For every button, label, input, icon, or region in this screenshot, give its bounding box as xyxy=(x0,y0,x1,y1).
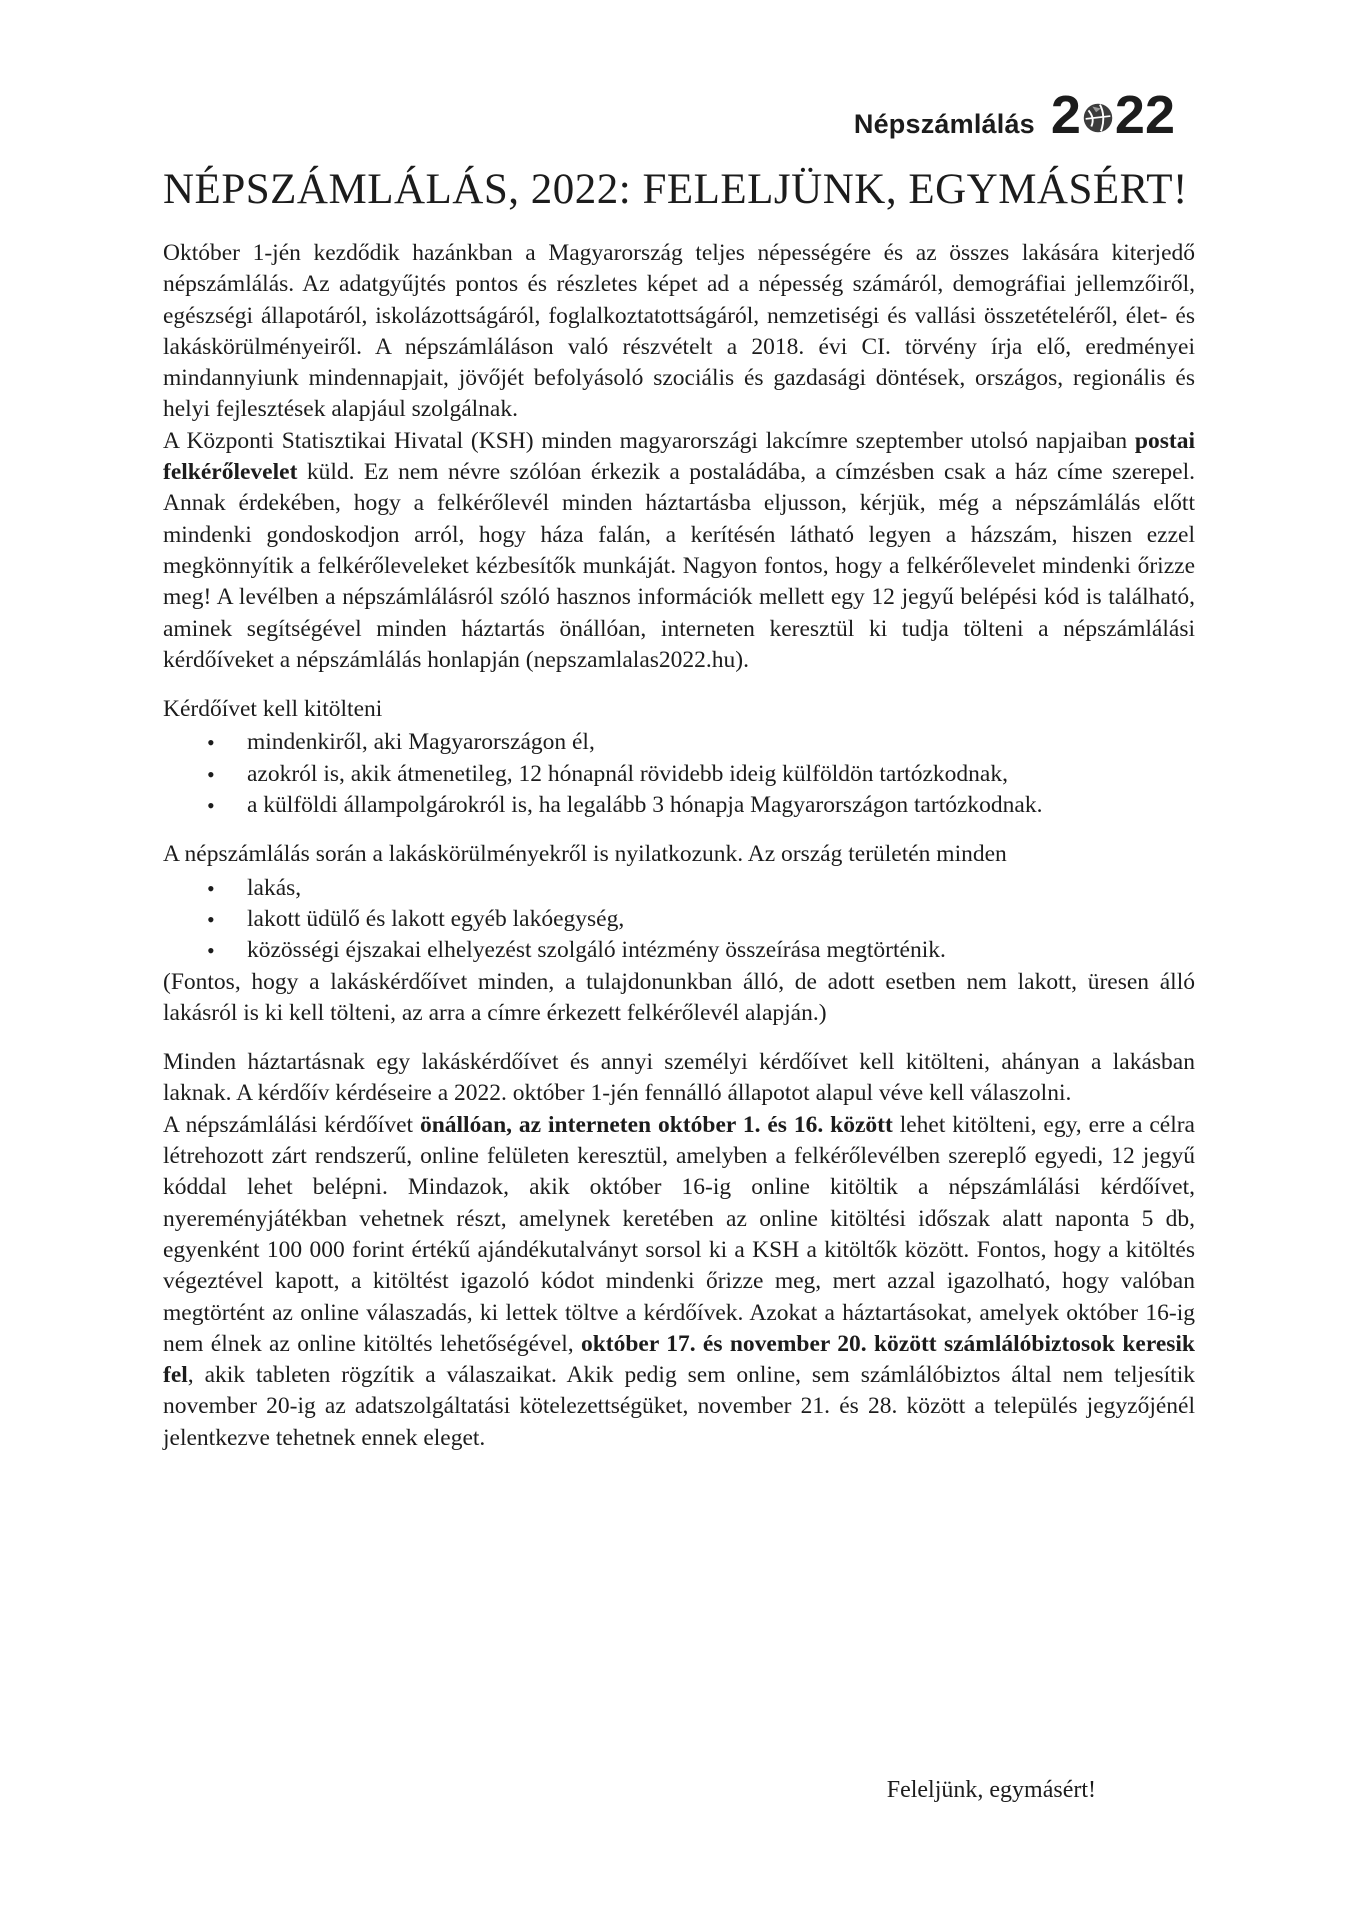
globe-icon xyxy=(1079,97,1117,137)
intro-paragraph: Október 1-jén kezdődik hazánkban a Magyarország teljes népességére és az összes lakására kiterjedő népszámlálás. Az adatgyűjtés pontos és részletes képet ad a népesség számáról, demográfiai jellemzőiről, egészségi állapotáról, iskolázottságáról, foglalkoztatottságáról, nemzetiségi és vallási összetételéről, élet- és lakáskörülményeiről. A népszámláláson való részvételt a 2018. évi CI. törvény írja elő, eredményei mindannyiunk mindennapjait, jövőjét befolyásoló szociális és gazdasági döntések, országos, regionális és helyi fejlesztések alapjául szolgálnak. xyxy=(163,240,1195,423)
list-item: • azokról is, akik átmenetileg, 12 hónapnál rövidebb ideig külföldön tartózkodnak, xyxy=(163,759,1195,790)
invitation-text-2: küld. Ez nem névre szólóan érkezik a postaládába, a címzésben csak a ház címe szerepel. Annak érdekében, hogy a felkérőlevél minden háztartásba eljusson, kérjük, még a népszámlálás előtt mindenki gondoskodjon arról, hogy háza falán, a kerítésén látható legyen a házszám, hiszen ezzel megkönnyítik a felkérőleveleket kézbesítők munkáját. Nagyon fontos, hogy a felkérőlevelet mindenki őrizze meg! A levélben a népszámlálásról szóló hasznos információk mellett egy 12 jegyű belépési kód is található, aminek segítségével minden háztartás önállóan, interneten keresztül ki tudja tölteni a népszámlálási kérdőíveket a népszámlálás honlapján (nepszamlalas2022.hu). xyxy=(163,459,1195,673)
article-body xyxy=(163,238,1195,1454)
list-item: • közösségi éjszakai elhelyezést szolgáló intézmény összeírása megtörténik. xyxy=(163,935,1195,966)
online-text-1: A népszámlálási kérdőívet xyxy=(163,1111,420,1138)
questionnaire-intro: Kérdőívet kell kitölteni xyxy=(163,696,383,723)
closing-signature: Feleljünk, egymásért! xyxy=(886,1777,1096,1803)
logo-year xyxy=(1050,85,1175,145)
invitation-letter-paragraph xyxy=(163,426,1195,676)
online-bold-2: október 17. és november 20. között számlálóbiztosok keresik fel xyxy=(163,1330,1196,1389)
online-filling-paragraph xyxy=(163,1110,1195,1454)
household-paragraph: Minden háztartásnak egy lakáskérdőívet és annyi személyi kérdőívet kell kitölteni, ahányan a lakásban laknak. A kérdőív kérdéseire a 2022. október 1-jén fennálló állapotot alapul véve kell válaszolni. xyxy=(163,1049,1195,1107)
census-logo xyxy=(853,85,1175,145)
questionnaire-list xyxy=(163,727,1195,821)
logo-year-prefix: 2 xyxy=(1050,85,1081,145)
online-text-3: , akik tableten rögzítik a válaszaikat. Akik pedig sem online, sem számlálóbiztos által nem teljesítik november 20-ig az adatszolgáltatási kötelezettségüket, november 21. és 28. között a település jegyzőjénél jelentkezve tehetnek ennek eleget. xyxy=(163,1362,1195,1451)
list-item: • a külföldi állampolgárokról is, ha legalább 3 hónapja Magyarországon tartózkodnak. xyxy=(163,790,1195,821)
list-item: • lakás, xyxy=(163,873,1195,904)
online-text-2: lehet kitölteni, egy, erre a célra létrehozott zárt rendszerű, online felületen keresztül, amelyben a felkérőlevélben szereplő egyedi, 12 jegyű kóddal lehet belépni. Mindazok, akik október 16-ig online kitöltik a népszámlálási kérdőívet, nyereményjátékban vehetnek részt, amelynek keretében az online kitöltési időszak alatt naponta 5 db, egyenként 100 000 forint értékű ajándékutalványt sorsol ki a KSH a kitöltők között. Fontos, hogy a kitöltés végeztével kapott, a kitöltést igazoló kódot mindenki őrizze meg, mert azzal igazolható, hogy valóban megtörtént az online válaszadás, ki lettek töltve a kérdőívek. Azokat a háztartásokat, amelyek október 16-ig nem élnek az online kitöltés lehetőségével, xyxy=(163,1111,1195,1357)
housing-note: (Fontos, hogy a lakáskérdőívet minden, a tulajdonunkban álló, de adott esetben nem lakott, üresen álló lakásról is ki kell tölteni, az arra a címre érkezett felkérőlevél alapján.) xyxy=(163,968,1195,1026)
housing-list xyxy=(163,873,1195,967)
invitation-bold-1: postai felkérőlevelet xyxy=(163,427,1195,486)
list-item: • mindenkiről, aki Magyarországon él, xyxy=(163,727,1195,758)
list-item: • lakott üdülő és lakott egyéb lakóegység, xyxy=(163,904,1195,935)
logo-text: Népszámlálás xyxy=(853,109,1035,139)
online-bold-1: önállóan, az interneten október 1. és 16. között xyxy=(419,1111,893,1138)
page-title: NÉPSZÁMLÁLÁS, 2022: FELELJÜNK, EGYMÁSÉRT! xyxy=(163,166,1188,213)
logo-year-suffix: 22 xyxy=(1114,85,1175,145)
housing-intro: A népszámlálás során a lakáskörülményekről is nyilatkozunk. Az ország területén minden xyxy=(163,841,1007,868)
invitation-text-1: A Központi Statisztikai Hivatal (KSH) minden magyarországi lakcímre szeptember utolsó napjaiban xyxy=(163,427,1135,454)
